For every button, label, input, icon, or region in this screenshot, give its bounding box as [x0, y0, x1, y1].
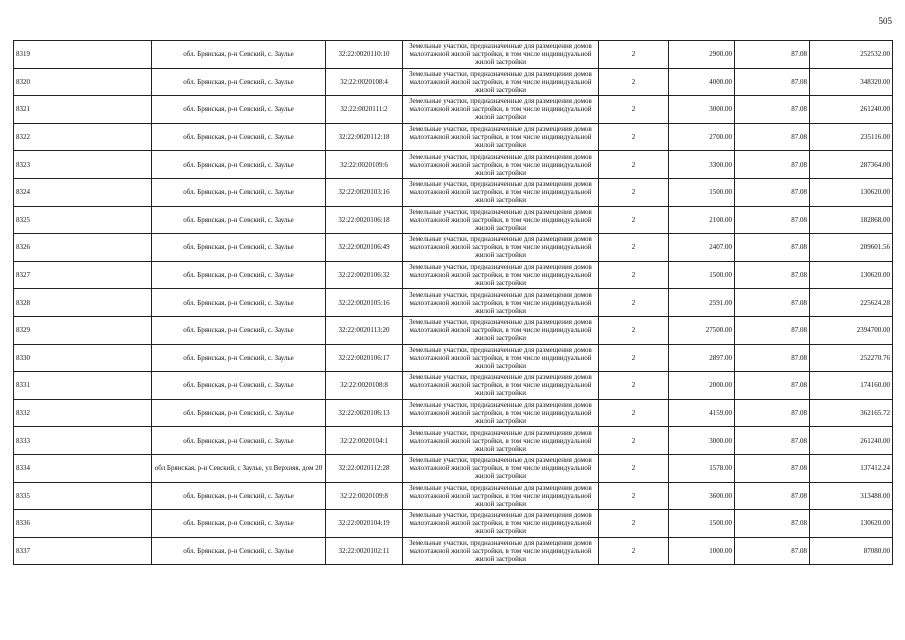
area-cell: 2100.00 [669, 206, 735, 234]
category-cell: 2 [599, 261, 669, 289]
category-cell: 2 [599, 289, 669, 317]
permitted-use-cell: Земельные участки, предназначенные для размещения домов малоэтажной жилой застройки, в том числе индивидуальной жилой застройки [403, 234, 599, 262]
row-number: 8323 [14, 151, 152, 179]
table-row [14, 316, 893, 344]
row-number: 8319 [14, 41, 152, 69]
cadastral-number-cell: 32:22:0020109:6 [326, 151, 403, 179]
page-number: 505 [878, 16, 892, 26]
cadastral-value-cell: 348320.00 [810, 68, 893, 96]
cadastral-number-cell: 32:22:0020106:32 [326, 261, 403, 289]
row-number: 8321 [14, 96, 152, 124]
permitted-use-cell: Земельные участки, предназначенные для размещения домов малоэтажной жилой застройки, в том числе индивидуальной жилой застройки [403, 68, 599, 96]
row-number: 8325 [14, 206, 152, 234]
address-cell: обл. Брянская, р-н Севский, с. Заулье [152, 289, 326, 317]
cadastral-number-cell: 32:22:0020108:8 [326, 372, 403, 400]
cadastral-number-cell: 32:22:0020112:18 [326, 123, 403, 151]
address-cell: обл. Брянская, р-н Севский, с. Заулье [152, 510, 326, 538]
table-row [14, 372, 893, 400]
table-body [14, 41, 893, 565]
cadastral-value-cell: 182868.00 [810, 206, 893, 234]
cadastral-number-cell: 32:22:0020106:17 [326, 344, 403, 372]
category-cell: 2 [599, 510, 669, 538]
area-cell: 4159.00 [669, 399, 735, 427]
cadastral-number-cell: 32:22:0020106:13 [326, 399, 403, 427]
permitted-use-cell: Земельные участки, предназначенные для размещения домов малоэтажной жилой застройки, в том числе индивидуальной жилой застройки [403, 41, 599, 69]
table-row [14, 427, 893, 455]
address-cell: обл. Брянская, р-н Севский, с. Заулье [152, 68, 326, 96]
rate-cell: 87.08 [735, 96, 810, 124]
address-cell: обл Брянская, р-н Севский, с Заулье, ул Верхняя, дом 20 [152, 454, 326, 482]
rate-cell: 87.08 [735, 289, 810, 317]
permitted-use-cell: Земельные участки, предназначенные для размещения домов малоэтажной жилой застройки, в том числе индивидуальной жилой застройки [403, 261, 599, 289]
row-number: 8328 [14, 289, 152, 317]
area-cell: 3600.00 [669, 482, 735, 510]
row-number: 8336 [14, 510, 152, 538]
area-cell: 1500.00 [669, 178, 735, 206]
table-row [14, 537, 893, 565]
cadastral-number-cell: 32:22:0020102:11 [326, 537, 403, 565]
cadastral-value-cell: 313488.00 [810, 482, 893, 510]
cadastral-number-cell: 32:22:0020109:8 [326, 482, 403, 510]
table-row [14, 68, 893, 96]
area-cell: 1500.00 [669, 510, 735, 538]
rate-cell: 87.08 [735, 234, 810, 262]
table-row [14, 123, 893, 151]
permitted-use-cell: Земельные участки, предназначенные для размещения домов малоэтажной жилой застройки, в том числе индивидуальной жилой застройки [403, 399, 599, 427]
row-number: 8333 [14, 427, 152, 455]
table-row [14, 178, 893, 206]
cadastral-value-cell: 362165.72 [810, 399, 893, 427]
rate-cell: 87.08 [735, 510, 810, 538]
rate-cell: 87.08 [735, 482, 810, 510]
address-cell: обл. Брянская, р-н Севский, с. Заулье [152, 206, 326, 234]
row-number: 8335 [14, 482, 152, 510]
row-number: 8332 [14, 399, 152, 427]
permitted-use-cell: Земельные участки, предназначенные для размещения домов малоэтажной жилой застройки, в том числе индивидуальной жилой застройки [403, 316, 599, 344]
cadastral-value-cell: 130620.00 [810, 178, 893, 206]
category-cell: 2 [599, 178, 669, 206]
address-cell: обл. Брянская, р-н Севский, с. Заулье [152, 537, 326, 565]
rate-cell: 87.08 [735, 344, 810, 372]
cadastral-value-cell: 130620.00 [810, 510, 893, 538]
permitted-use-cell: Земельные участки, предназначенные для размещения домов малоэтажной жилой застройки, в том числе индивидуальной жилой застройки [403, 372, 599, 400]
table-row [14, 454, 893, 482]
cadastral-number-cell: 32:22:0020111:2 [326, 96, 403, 124]
category-cell: 2 [599, 537, 669, 565]
cadastral-value-cell: 225624.28 [810, 289, 893, 317]
table-row [14, 234, 893, 262]
cadastral-number-cell: 32:22:0020110:10 [326, 41, 403, 69]
row-number: 8334 [14, 454, 152, 482]
cadastral-number-cell: 32:22:0020113:20 [326, 316, 403, 344]
row-number: 8324 [14, 178, 152, 206]
cadastral-value-cell: 261240.00 [810, 427, 893, 455]
area-cell: 2000.00 [669, 372, 735, 400]
rate-cell: 87.08 [735, 178, 810, 206]
table-row [14, 261, 893, 289]
rate-cell: 87.08 [735, 41, 810, 69]
permitted-use-cell: Земельные участки, предназначенные для размещения домов малоэтажной жилой застройки, в том числе индивидуальной жилой застройки [403, 510, 599, 538]
permitted-use-cell: Земельные участки, предназначенные для размещения домов малоэтажной жилой застройки, в том числе индивидуальной жилой застройки [403, 289, 599, 317]
area-cell: 3300.00 [669, 151, 735, 179]
area-cell: 1500.00 [669, 261, 735, 289]
category-cell: 2 [599, 234, 669, 262]
cadastral-value-cell: 137412.24 [810, 454, 893, 482]
permitted-use-cell: Земельные участки, предназначенные для размещения домов малоэтажной жилой застройки, в том числе индивидуальной жилой застройки [403, 454, 599, 482]
rate-cell: 87.08 [735, 537, 810, 565]
cadastral-number-cell: 32:22:0020108:4 [326, 68, 403, 96]
rate-cell: 87.08 [735, 372, 810, 400]
rate-cell: 87.08 [735, 316, 810, 344]
cadastral-value-cell: 2394700.00 [810, 316, 893, 344]
permitted-use-cell: Земельные участки, предназначенные для размещения домов малоэтажной жилой застройки, в том числе индивидуальной жилой застройки [403, 123, 599, 151]
cadastral-number-cell: 32:22:0020106:49 [326, 234, 403, 262]
rate-cell: 87.08 [735, 399, 810, 427]
address-cell: обл. Брянская, р-н Севский, с. Заулье [152, 96, 326, 124]
address-cell: обл. Брянская, р-н Севский, с. Заулье [152, 41, 326, 69]
row-number: 8327 [14, 261, 152, 289]
address-cell: обл. Брянская, р-н Севский, с. Заулье [152, 344, 326, 372]
cadastral-number-cell: 32:22:0020104:19 [326, 510, 403, 538]
row-number: 8320 [14, 68, 152, 96]
table-row [14, 96, 893, 124]
address-cell: обл. Брянская, р-н Севский, с. Заулье [152, 482, 326, 510]
cadastral-value-cell: 252270.76 [810, 344, 893, 372]
permitted-use-cell: Земельные участки, предназначенные для размещения домов малоэтажной жилой застройки, в том числе индивидуальной жилой застройки [403, 482, 599, 510]
area-cell: 2407.00 [669, 234, 735, 262]
permitted-use-cell: Земельные участки, предназначенные для размещения домов малоэтажной жилой застройки, в том числе индивидуальной жилой застройки [403, 96, 599, 124]
cadastral-value-cell: 130620.00 [810, 261, 893, 289]
cadastral-value-cell: 209601.56 [810, 234, 893, 262]
cadastral-value-cell: 252532.00 [810, 41, 893, 69]
table-row [14, 344, 893, 372]
rate-cell: 87.08 [735, 68, 810, 96]
cadastral-number-cell: 32:22:0020106:18 [326, 206, 403, 234]
row-number: 8326 [14, 234, 152, 262]
address-cell: обл. Брянская, р-н Севский, с. Заулье [152, 178, 326, 206]
cadastral-number-cell: 32:22:0020112:28 [326, 454, 403, 482]
permitted-use-cell: Земельные участки, предназначенные для размещения домов малоэтажной жилой застройки, в том числе индивидуальной жилой застройки [403, 151, 599, 179]
category-cell: 2 [599, 316, 669, 344]
address-cell: обл. Брянская, р-н Севский, с. Заулье [152, 427, 326, 455]
table-row [14, 289, 893, 317]
address-cell: обл. Брянская, р-н Севский, с. Заулье [152, 372, 326, 400]
rate-cell: 87.08 [735, 151, 810, 179]
cadastral-value-cell: 235116.00 [810, 123, 893, 151]
rate-cell: 87.08 [735, 454, 810, 482]
area-cell: 2700.00 [669, 123, 735, 151]
cadastral-value-cell: 287364.00 [810, 151, 893, 179]
rate-cell: 87.08 [735, 427, 810, 455]
rate-cell: 87.08 [735, 123, 810, 151]
rate-cell: 87.08 [735, 261, 810, 289]
table-row [14, 41, 893, 69]
cadastral-value-cell: 261240.00 [810, 96, 893, 124]
land-registry-table [13, 40, 893, 565]
area-cell: 3000.00 [669, 427, 735, 455]
address-cell: обл. Брянская, р-н Севский, с. Заулье [152, 399, 326, 427]
permitted-use-cell: Земельные участки, предназначенные для размещения домов малоэтажной жилой застройки, в том числе индивидуальной жилой застройки [403, 427, 599, 455]
table-row [14, 151, 893, 179]
cadastral-number-cell: 32:22:0020104:1 [326, 427, 403, 455]
address-cell: обл. Брянская, р-н Севский, с. Заулье [152, 151, 326, 179]
area-cell: 1000.00 [669, 537, 735, 565]
category-cell: 2 [599, 206, 669, 234]
cadastral-value-cell: 87080.00 [810, 537, 893, 565]
permitted-use-cell: Земельные участки, предназначенные для размещения домов малоэтажной жилой застройки, в том числе индивидуальной жилой застройки [403, 206, 599, 234]
table-row [14, 206, 893, 234]
row-number: 8331 [14, 372, 152, 400]
area-cell: 2591.00 [669, 289, 735, 317]
area-cell: 1578.00 [669, 454, 735, 482]
area-cell: 3000.00 [669, 96, 735, 124]
address-cell: обл. Брянская, р-н Севский, с. Заулье [152, 234, 326, 262]
category-cell: 2 [599, 41, 669, 69]
category-cell: 2 [599, 372, 669, 400]
row-number: 8330 [14, 344, 152, 372]
cadastral-number-cell: 32:22:0020103:16 [326, 178, 403, 206]
cadastral-value-cell: 174160.00 [810, 372, 893, 400]
table-row [14, 510, 893, 538]
table-row [14, 482, 893, 510]
row-number: 8329 [14, 316, 152, 344]
address-cell: обл. Брянская, р-н Севский, с. Заулье [152, 123, 326, 151]
category-cell: 2 [599, 123, 669, 151]
category-cell: 2 [599, 68, 669, 96]
table-row [14, 399, 893, 427]
address-cell: обл. Брянская, р-н Севский, с. Заулье [152, 316, 326, 344]
category-cell: 2 [599, 344, 669, 372]
row-number: 8322 [14, 123, 152, 151]
category-cell: 2 [599, 482, 669, 510]
address-cell: обл. Брянская, р-н Севский, с. Заулье [152, 261, 326, 289]
permitted-use-cell: Земельные участки, предназначенные для размещения домов малоэтажной жилой застройки, в том числе индивидуальной жилой застройки [403, 178, 599, 206]
permitted-use-cell: Земельные участки, предназначенные для размещения домов малоэтажной жилой застройки, в том числе индивидуальной жилой застройки [403, 344, 599, 372]
cadastral-number-cell: 32:22:0020105:16 [326, 289, 403, 317]
category-cell: 2 [599, 454, 669, 482]
category-cell: 2 [599, 427, 669, 455]
permitted-use-cell: Земельные участки, предназначенные для размещения домов малоэтажной жилой застройки, в том числе индивидуальной жилой застройки [403, 537, 599, 565]
category-cell: 2 [599, 399, 669, 427]
area-cell: 27500.00 [669, 316, 735, 344]
category-cell: 2 [599, 151, 669, 179]
area-cell: 4000.00 [669, 68, 735, 96]
row-number: 8337 [14, 537, 152, 565]
area-cell: 2900.00 [669, 41, 735, 69]
category-cell: 2 [599, 96, 669, 124]
area-cell: 2897.00 [669, 344, 735, 372]
rate-cell: 87.08 [735, 206, 810, 234]
